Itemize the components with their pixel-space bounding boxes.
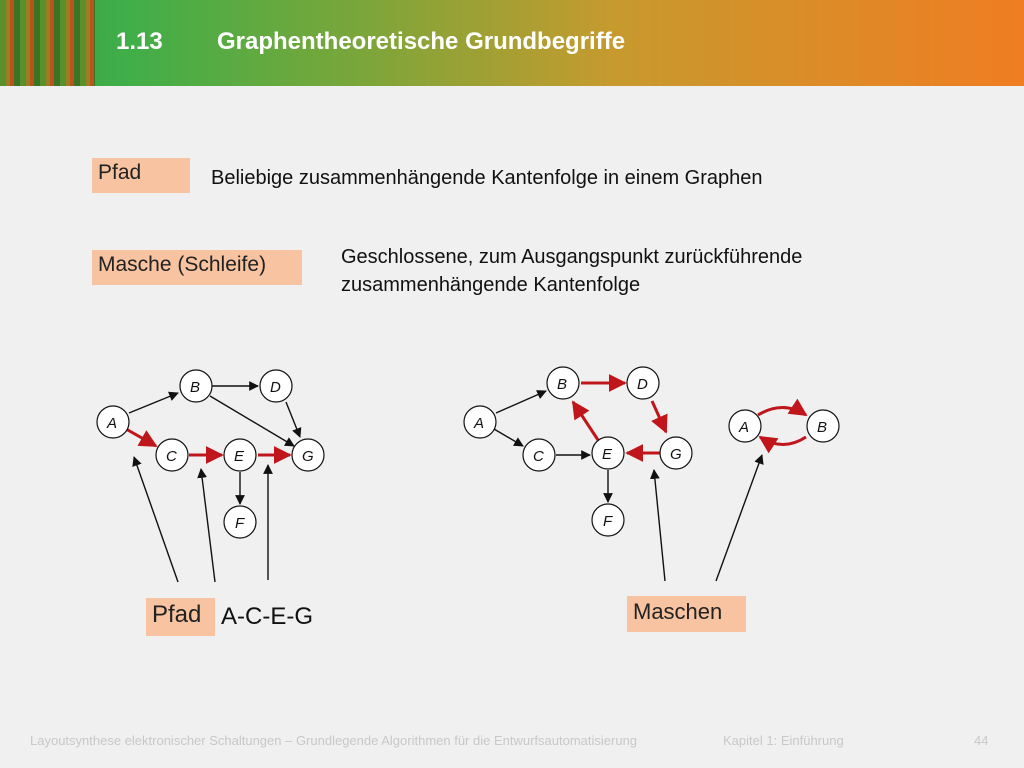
graph-2-node-e [592, 437, 624, 469]
svg-text:B: B [190, 379, 201, 396]
definition-masche-line1: Geschlossene, zum Ausgangspunkt zurückführende [341, 246, 803, 268]
label-pfad: Pfad [146, 598, 215, 636]
graph-3-node-b [807, 410, 839, 442]
pointer-arrow-2 [201, 469, 215, 582]
graph-1-node-d [260, 370, 292, 402]
svg-text:C: C [533, 448, 544, 465]
path-example-value: A-C-E-G [221, 603, 313, 630]
graph-2-edges [494, 383, 806, 581]
edge-b-g [210, 396, 294, 446]
term-pfad: Pfad [92, 158, 190, 193]
svg-text:B: B [817, 419, 828, 436]
graph-1-node-c [156, 439, 188, 471]
svg-text:C: C [166, 448, 177, 465]
graph-2-node-d [627, 367, 659, 399]
edge3-a-b [758, 408, 806, 416]
label-maschen: Maschen [627, 596, 746, 632]
definition-pfad: Beliebige zusammenhängende Kantenfolge in einem Graphen [211, 167, 763, 189]
graph-1-node-f [224, 506, 256, 538]
edge2-a-c [494, 429, 523, 446]
footer-course: Layoutsynthese elektronischer Schaltungen – Grundlegende Algorithmen für die Entwurfsautomatisierung [30, 733, 638, 748]
edge2-a-b [496, 391, 546, 413]
graph-2-node-a [464, 406, 496, 438]
pointer-arrow-1 [134, 457, 178, 582]
svg-text:D: D [637, 376, 648, 393]
graph-1-node-g [292, 439, 324, 471]
edge-d-g [286, 402, 300, 437]
definition-masche-line2: zusammenhängende Kantenfolge [341, 274, 641, 296]
edge2-d-g [652, 401, 666, 432]
svg-text:G: G [302, 448, 314, 465]
svg-text:A: A [107, 415, 118, 432]
edge3-b-a [760, 437, 806, 445]
graph-2-node-b [547, 367, 579, 399]
term-masche: Masche (Schleife) [92, 250, 302, 285]
footer-chapter: Kapitel 1: Einführung [723, 733, 844, 748]
graph-3-node-a [729, 410, 761, 442]
pointer-arrow-4 [654, 470, 665, 581]
svg-text:E: E [234, 448, 245, 465]
svg-text:F: F [603, 513, 613, 530]
svg-text:G: G [670, 446, 682, 463]
graph-1-node-e [224, 439, 256, 471]
graph-1-edges [126, 386, 300, 582]
graph-2-node-c [523, 439, 555, 471]
slide-number: 1.13 [116, 28, 163, 55]
slide-title: Graphentheoretische Grundbegriffe [217, 28, 626, 55]
edge2-e-b [573, 402, 598, 440]
edge-a-c [126, 429, 156, 446]
svg-text:A: A [474, 415, 485, 432]
svg-text:A: A [739, 419, 750, 436]
footer-page-number: 44 [974, 733, 989, 748]
graph-2-node-g [660, 437, 692, 469]
svg-text:B: B [557, 376, 568, 393]
graph-2-node-f [592, 504, 624, 536]
pointer-arrow-5 [716, 455, 762, 581]
graph-1-node-a [97, 406, 129, 438]
graph-1-node-b [180, 370, 212, 402]
svg-text:E: E [602, 446, 613, 463]
svg-text:D: D [270, 379, 281, 396]
edge-a-b [129, 393, 178, 413]
svg-text:F: F [235, 515, 245, 532]
